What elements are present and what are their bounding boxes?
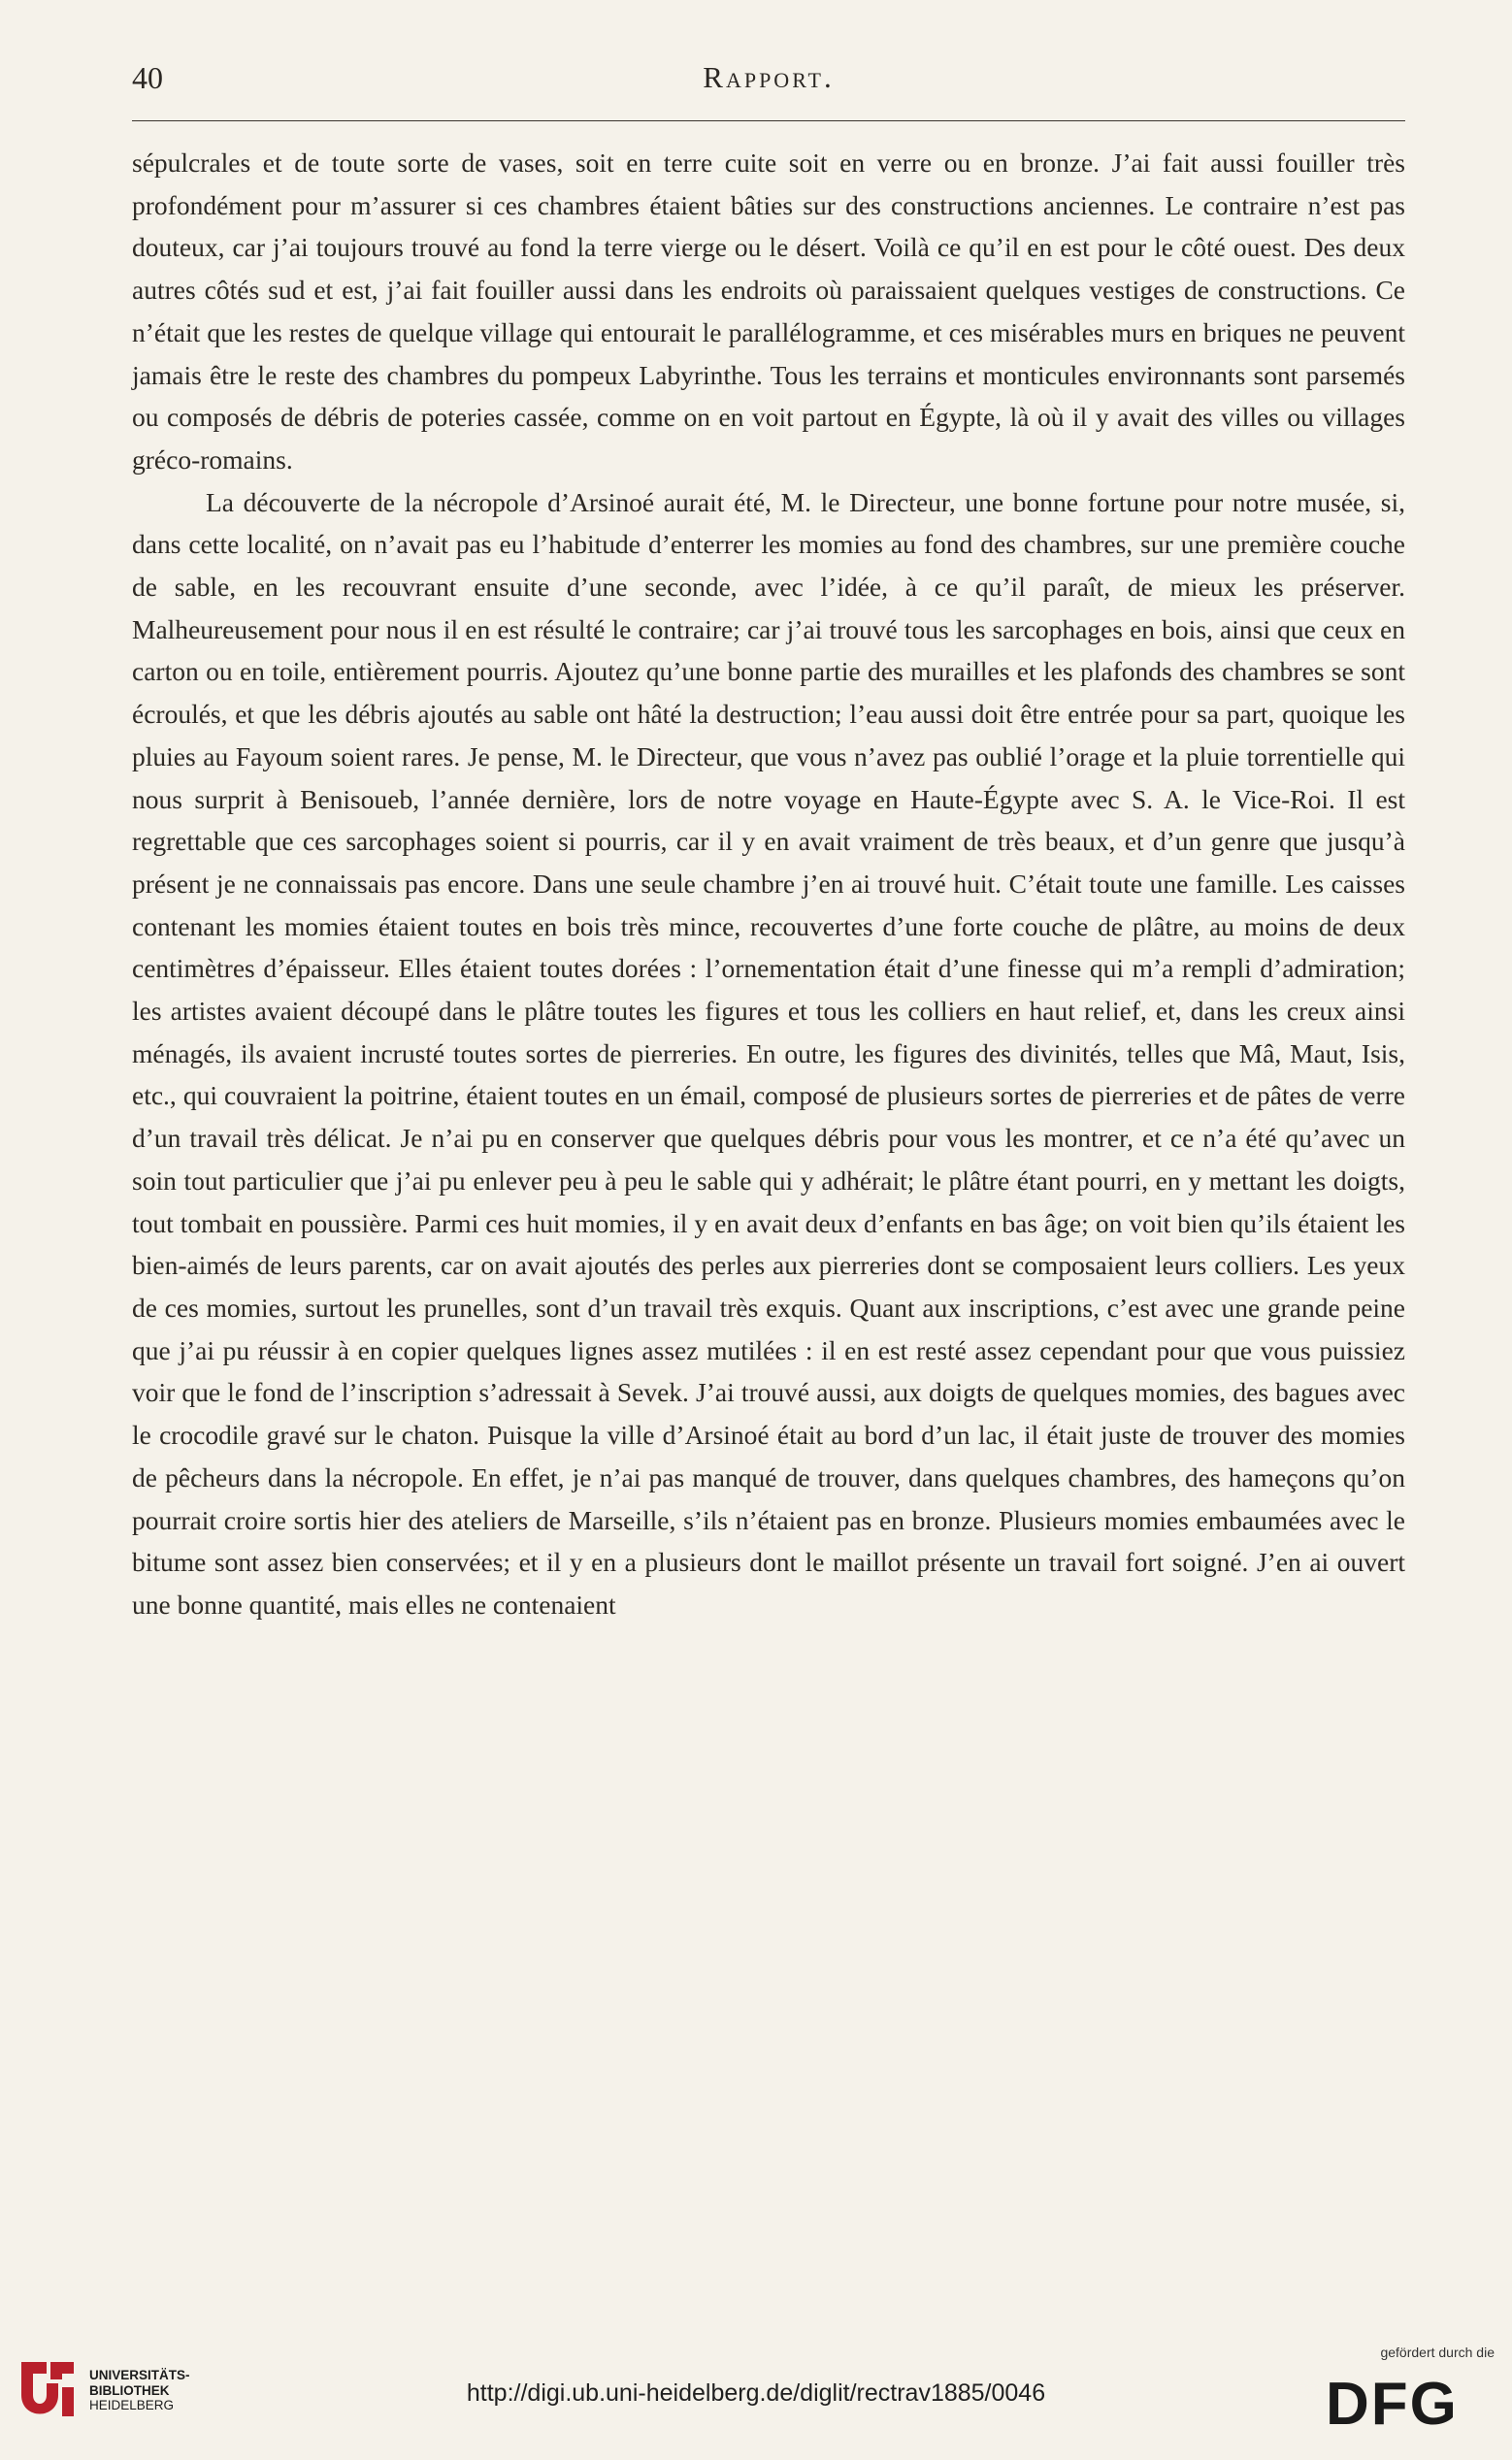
svg-text:DFG: DFG [1326,2371,1459,2436]
library-name: UNIVERSITÄTS- BIBLIOTHEK HEIDELBERG [89,2368,190,2412]
body-text [132,142,1405,1626]
dfg-logo-icon [1322,2368,1493,2436]
page-number: 40 [132,60,163,95]
funding-caption: gefördert durch die [1380,2345,1495,2360]
running-title: Rapport. [703,60,835,94]
paragraph: La découverte de la nécropole d’Arsinoé aurait été, M. le Directeur, une bonne fortune pour notre musée, si, dans cette localité, on n’avait pas eu l’habitude d’enterrer les momies au fond des chambres, sur une première couche de sable, en les recouvrant ensuite d’une seconde, avec l’idée, à ce qu’il paraît, de mieux les préserver. Malheureusement pour nous il en est résulté le contraire; car j’ai trouvé tous les sarcophages en bois, ainsi que ceux en carton ou en toile, entièrement pourris. Ajoutez qu’une bonne partie des murailles et les plafonds des chambres se sont écroulés, et que les débris ajoutés au sable ont hâté la destruction; l’eau aussi doit être entrée pour sa part, quoique les pluies au Fayoum soient rares. Je pense, M. le Directeur, que vous n’avez pas oublié l’orage et la pluie torrentielle qui nous surprit à Benisoueb, l’année dernière, lors de notre voyage en Haute-Égypte avec S. A. le Vice-Roi. Il est regrettable que ces sarcophages soient si pourris, car il y en avait vraiment de très beaux, et d’un genre que jusqu’à présent je ne connaissais pas encore. Dans une seule chambre j’en ai trouvé huit. C’était toute une famille. Les caisses contenant les momies étaient toutes en bois très mince, recouvertes d’une forte couche de plâtre, au moins de deux centimètres d’épaisseur. Elles étaient toutes dorées : l’ornementation était d’une finesse qui m’a rempli d’admiration; les artistes avaient découpé dans le plâtre toutes les figures et tous les colliers en haut relief, et, dans les creux ainsi ménagés, ils avaient incrusté toutes sortes de pierreries. En outre, les figures des divinités, telles que Mâ, Maut, Isis, etc., qui couvraient la poitrine, étaient toutes en un émail, composé de plusieurs sortes de pierreries et de pâtes de verre d’un travail très délicat. Je n’ai pu en conserver que quelques débris pour vous les montrer, et ce n’a été qu’avec un soin tout particulier que j’ai pu enlever peu à peu le sable qui y adhérait; le plâtre étant pourri, en y mettant les doigts, tout tombait en poussière. Parmi ces huit momies, il y en avait deux d’enfants en bas âge; on voit bien qu’ils étaient les bien-aimés de leurs parents, car on avait ajoutés des perles aux pierreries dont se composaient leurs colliers. Les yeux de ces momies, surtout les prunelles, sont d’un travail très exquis. Quant aux inscriptions, c’est avec une grande peine que j’ai pu réussir à en copier quelques lignes assez mutilées : il en est resté assez cependant pour que vous puissiez voir que le fond de l’inscription s’adressait à Sevek. J’ai trouvé aussi, aux doigts de quelques momies, des bagues avec le crocodile gravé sur le chaton. Puisque la ville d’Arsinoé était au bord d’un lac, il était juste de trouver des momies de pêcheurs dans la nécropole. En effet, je n’ai pas manqué de trouver, dans quelques chambres, des hameçons qu’on pourrait croire sortis hier des ateliers de Marseille, s’ils n’étaient pas en bronze. Plusieurs momies embaumées avec le bitume sont assez bien conservées; et il y en a plusieurs dont le maillot présente un travail fort soigné. J’en ai ouvert une bonne quantité, mais elles ne contenaient [132,486,1405,1620]
source-url-link[interactable]: http://digi.ub.uni-heidelberg.de/diglit/rectrav1885/0046 [466,2379,1046,2407]
funding-logo [1310,2345,1495,2442]
page-header [132,60,1405,109]
page-footer [0,2337,1512,2460]
header-rule [132,120,1405,121]
paragraph: sépulcrales et de toute sorte de vases, soit en terre cuite soit en verre ou en bronze. J’ai fait aussi fouiller très profondément pour m’assurer si ces chambres étaient bâties sur des constructions anciennes. Le contraire n’est pas douteux, car j’ai toujours trouvé au fond la terre vierge ou le désert. Voilà ce qu’il en est pour le côté ouest. Des deux autres côtés sud et est, j’ai fait fouiller aussi dans les endroits où paraissaient quelques vestiges de constructions. Ce n’était que les restes de quelque village qui entourait le parallélogramme, et ces misérables murs en briques ne peuvent jamais être le reste des chambres du pompeux Labyrinthe. Tous les terrains et monticules environnants sont parsemés ou composés de débris de poteries cassée, comme on en voit partout en Égypte, là où il y avait des villes ou villages gréco-romains. [132,148,1405,475]
